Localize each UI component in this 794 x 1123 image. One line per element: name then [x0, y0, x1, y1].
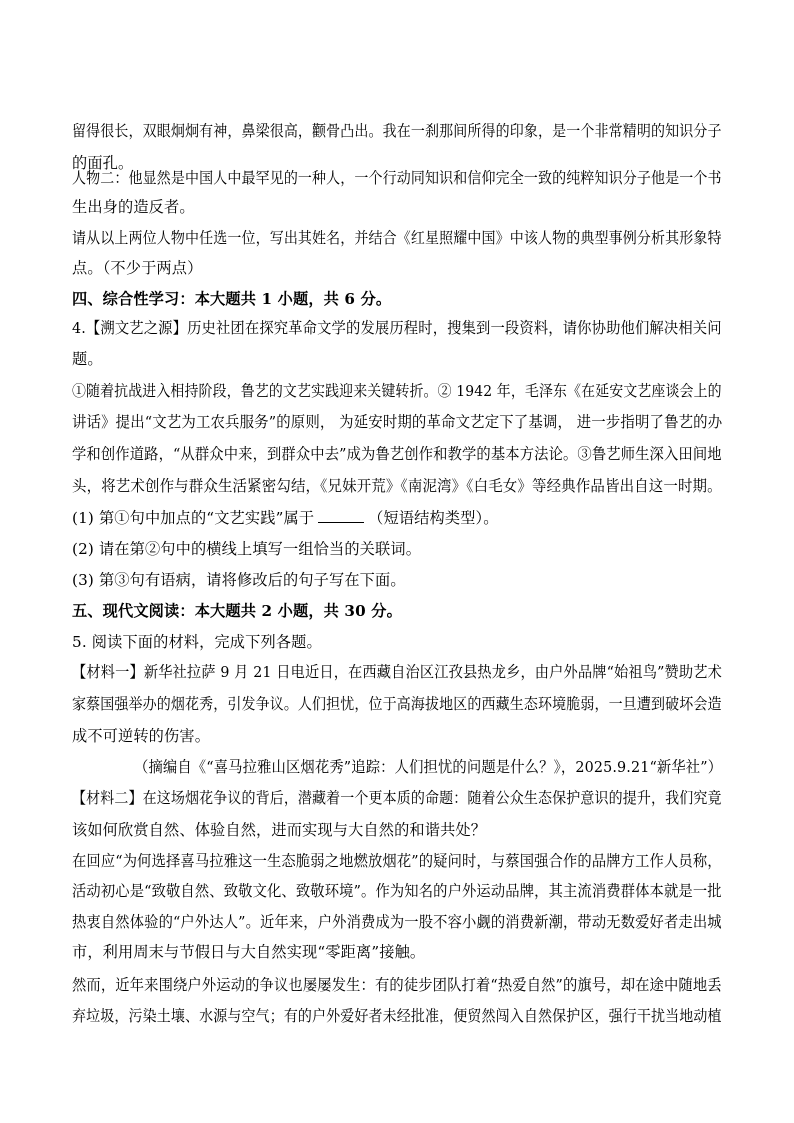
text-line: ①随着抗战进入相持阶段，鲁艺的文艺实践迎来关键转折。② 1942 年，毛泽东《在延安文艺座谈会上的 [72, 382, 722, 400]
text-line: 请从以上两位人物中任选一位，写出其姓名，并结合《红星照耀中国》中该人物的典型事例分析其形象特 [72, 229, 722, 247]
text-line: 的面孔。 [72, 154, 134, 172]
text-line: 【材料一】新华社拉萨 9 月 21 日电近日，在西藏自治区江孜县热龙乡，由户外品牌“始祖鸟”赞助艺术 [72, 663, 723, 681]
text-line: 生出身的造反者。 [72, 198, 195, 216]
question-text: 4.【溯文艺之源】历史社团在探究革命文学的发展历程时，搜集到一段资料，请你协助他们解决相关问 [72, 319, 722, 337]
sub-question-2: (2) 请在第②句中的横线上填写一组恰当的关联词。 [72, 540, 422, 558]
text-line: 家蔡国强举办的烟花秀，引发争议。人们担忧，位于高海拔地区的西藏生态环境脆弱，一旦遭到破坏会造 [72, 695, 722, 713]
text-line: 讲话》提出“文艺为工农兵服务”的原则， 为延安时期的革命文艺定下了基调， 进一步指明了鲁艺的办 [72, 413, 723, 431]
text-line: 然而，近年来围绕户外运动的争议也屡屡发生：有的徒步团队打着“热爱自然”的旗号，却在途中随地丢 [72, 976, 722, 994]
text-line: 学和创作道路，“从群众中来，到群众中去”成为鲁艺创作和教学的基本方法论。③鲁艺师生深入田间地 [72, 445, 722, 463]
sub-question-1-text: (1) 第①句中加点的“文艺实践”属于 [72, 509, 315, 527]
sub-question-1 [72, 508, 499, 528]
section-heading: 四、综合性学习：本大题共 1 小题，共 6 分。 [72, 290, 392, 308]
text-line: 弃垃圾，污染土壤、水源与空气；有的户外爱好者未经批准，便贸然闯入自然保护区，强行干扰当地动植 [72, 1007, 722, 1025]
sub-question-3: (3) 第③句有语病，请将修改后的句子写在下面。 [72, 571, 406, 589]
text-line: 留得很长，双眼炯炯有神，鼻梁很高，颧骨凸出。我在一刹那间所得的印象，是一个非常精明的知识分子 [72, 122, 722, 140]
text-line: 人物二：他显然是中国人中最罕见的一种人，一个行动同知识和信仰完全一致的纯粹知识分子他是一个书 [72, 169, 722, 187]
text-line: 成不可逆转的伤害。 [72, 727, 211, 745]
text-line: 头，将艺术创作与群众生活紧密勾结，《兄妹开荒》《南泥湾》《白毛女》等经典作品皆出自这一时期。 [72, 477, 722, 495]
answer-blank[interactable] [318, 510, 364, 523]
text-line: 活动初心是“致敬自然、致敬文化、致敬环境”。作为知名的户外运动品牌，其主流消费群体本就是一批 [72, 882, 722, 900]
text-line: 该如何欣赏自然、体验自然，进而实现与大自然的和谐共处？ [72, 821, 487, 839]
text-line: 市，利用周末与节假日与大自然实现“零距离”接触。 [72, 943, 426, 961]
text-line: 【材料二】在这场烟花争议的背后，潜藏着一个更本质的命题：随着公众生态保护意识的提升，我们究竟 [72, 789, 722, 807]
question-text: 5. 阅读下面的材料，完成下列各题。 [72, 633, 322, 651]
text-line: 点。（不少于两点） [72, 259, 203, 277]
text-line: 热衷自然体验的“户外达人”。近年来，户外消费成为一股不容小觑的消费新潮，带动无数爱好者走出城 [72, 913, 722, 931]
section-heading: 五、现代文阅读：本大题共 2 小题，共 30 分。 [72, 602, 402, 620]
text-line: 在回应“为何选择喜马拉雅这一生态脆弱之地燃放烟花”的疑问时，与蔡国强合作的品牌方工作人员称， [72, 852, 722, 870]
question-text: 题。 [72, 350, 103, 368]
source-citation: （摘编自《“喜马拉雅山区烟花秀”追踪：人们担忧的问题是什么？》，2025.9.21“新华社”） [134, 758, 723, 776]
sub-question-1-suffix: （短语结构类型）。 [368, 509, 499, 527]
